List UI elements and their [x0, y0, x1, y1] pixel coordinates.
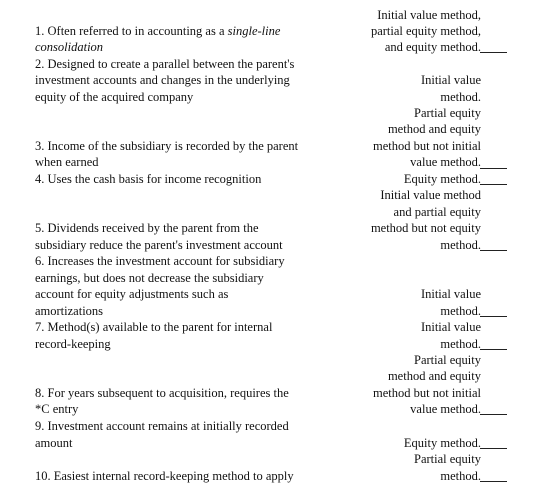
answer-6-line-2: method.: [440, 304, 481, 318]
answer-5-line-4: method.: [440, 238, 481, 252]
question-5-line-1: [35, 220, 259, 236]
question-7-number: 7.: [35, 320, 45, 334]
answer-4-line-1: Equity method.: [403, 172, 481, 186]
question-7-line-1: [35, 319, 272, 335]
answer-2-line-1: Initial value: [420, 73, 481, 87]
answer-9-line-1: Equity method.: [403, 436, 481, 450]
answer-1-line-3: and equity method.: [384, 40, 481, 54]
question-1-line-1: [35, 23, 280, 39]
question-1-emphasis: single-line: [227, 24, 281, 38]
answer-blank-10[interactable]: [480, 481, 507, 482]
answer-2-line-2: method.: [440, 90, 481, 104]
answer-3-line-3: method but not initial: [373, 139, 481, 153]
answer-3-line-1: Partial equity: [414, 106, 481, 120]
answer-6-line-1: Initial value: [420, 287, 481, 301]
answer-blank-8[interactable]: [480, 414, 507, 415]
answer-3-line-2: method and equity: [387, 122, 481, 136]
question-5-line-2: subsidiary reduce the parent's investment account: [35, 238, 283, 252]
question-10-number: 10.: [35, 469, 51, 483]
answer-blank-4[interactable]: [480, 184, 507, 185]
question-10-line-1: [35, 468, 294, 484]
question-1-line-2: consolidation: [35, 40, 104, 54]
question-3-number: 3.: [35, 139, 45, 153]
question-9-text: Investment account remains at initially recorded: [47, 419, 289, 433]
question-5-number: 5.: [35, 221, 45, 235]
answer-1-line-2: partial equity method,: [370, 24, 481, 38]
answer-blank-7[interactable]: [480, 349, 507, 350]
question-6-line-2: earnings, but does not decrease the subsidiary: [35, 271, 264, 285]
answer-5-line-3: method but not equity: [370, 221, 481, 235]
question-6-line-3: account for equity adjustments such as: [35, 287, 229, 301]
question-7-text: Method(s) available to the parent for internal: [47, 320, 273, 334]
question-9-line-1: [35, 418, 289, 434]
answer-10-line-2: method.: [440, 469, 481, 483]
answer-10-line-1: Partial equity: [414, 452, 481, 466]
answer-8-line-1: Partial equity: [414, 353, 481, 367]
answer-blank-9[interactable]: [480, 448, 507, 449]
question-5-text: Dividends received by the parent from the: [47, 221, 259, 235]
answer-7-line-1: Initial value: [420, 320, 481, 334]
answer-1-line-1: Initial value method,: [377, 8, 481, 22]
answer-7-line-2: method.: [440, 337, 481, 351]
question-6-line-1: [35, 253, 285, 269]
question-6-text: Increases the investment account for subsidiary: [47, 254, 285, 268]
question-4-text: Uses the cash basis for income recognition: [47, 172, 262, 186]
question-7-line-2: record-keeping: [35, 337, 111, 351]
question-3-text: Income of the subsidiary is recorded by the parent: [47, 139, 299, 153]
question-4-line-1: [35, 171, 261, 187]
question-8-line-2: *C entry: [35, 402, 79, 416]
answer-blank-3[interactable]: [480, 168, 507, 169]
question-8-line-1: [35, 385, 289, 401]
question-9-line-2: amount: [35, 436, 73, 450]
answer-8-line-4: value method.: [410, 402, 481, 416]
answer-blank-6[interactable]: [480, 316, 507, 317]
answer-8-line-2: method and equity: [387, 369, 481, 383]
question-1-text: Often referred to in accounting as a: [47, 24, 225, 38]
question-8-number: 8.: [35, 386, 45, 400]
question-2-text: Designed to create a parallel between the parent's: [47, 57, 295, 71]
question-8-text: For years subsequent to acquisition, requires the: [47, 386, 289, 400]
question-3-line-1: [35, 138, 298, 154]
question-2-line-2: investment accounts and changes in the underlying: [35, 73, 290, 87]
question-10-text: Easiest internal record-keeping method to apply: [53, 469, 294, 483]
question-1-number: 1.: [35, 24, 45, 38]
question-2-number: 2.: [35, 57, 45, 71]
question-2-line-3: equity of the acquired company: [35, 90, 194, 104]
answer-3-line-4: value method.: [410, 155, 481, 169]
answer-5-line-2: and partial equity: [393, 205, 481, 219]
answer-blank-1[interactable]: [480, 52, 507, 53]
question-3-line-2: when earned: [35, 155, 99, 169]
question-9-number: 9.: [35, 419, 45, 433]
answer-8-line-3: method but not initial: [373, 386, 481, 400]
question-2-line-1: [35, 56, 294, 72]
answer-5-line-1: Initial value method: [380, 188, 481, 202]
question-6-line-4: amortizations: [35, 304, 104, 318]
question-4-number: 4.: [35, 172, 45, 186]
answer-blank-5[interactable]: [480, 250, 507, 251]
question-6-number: 6.: [35, 254, 45, 268]
